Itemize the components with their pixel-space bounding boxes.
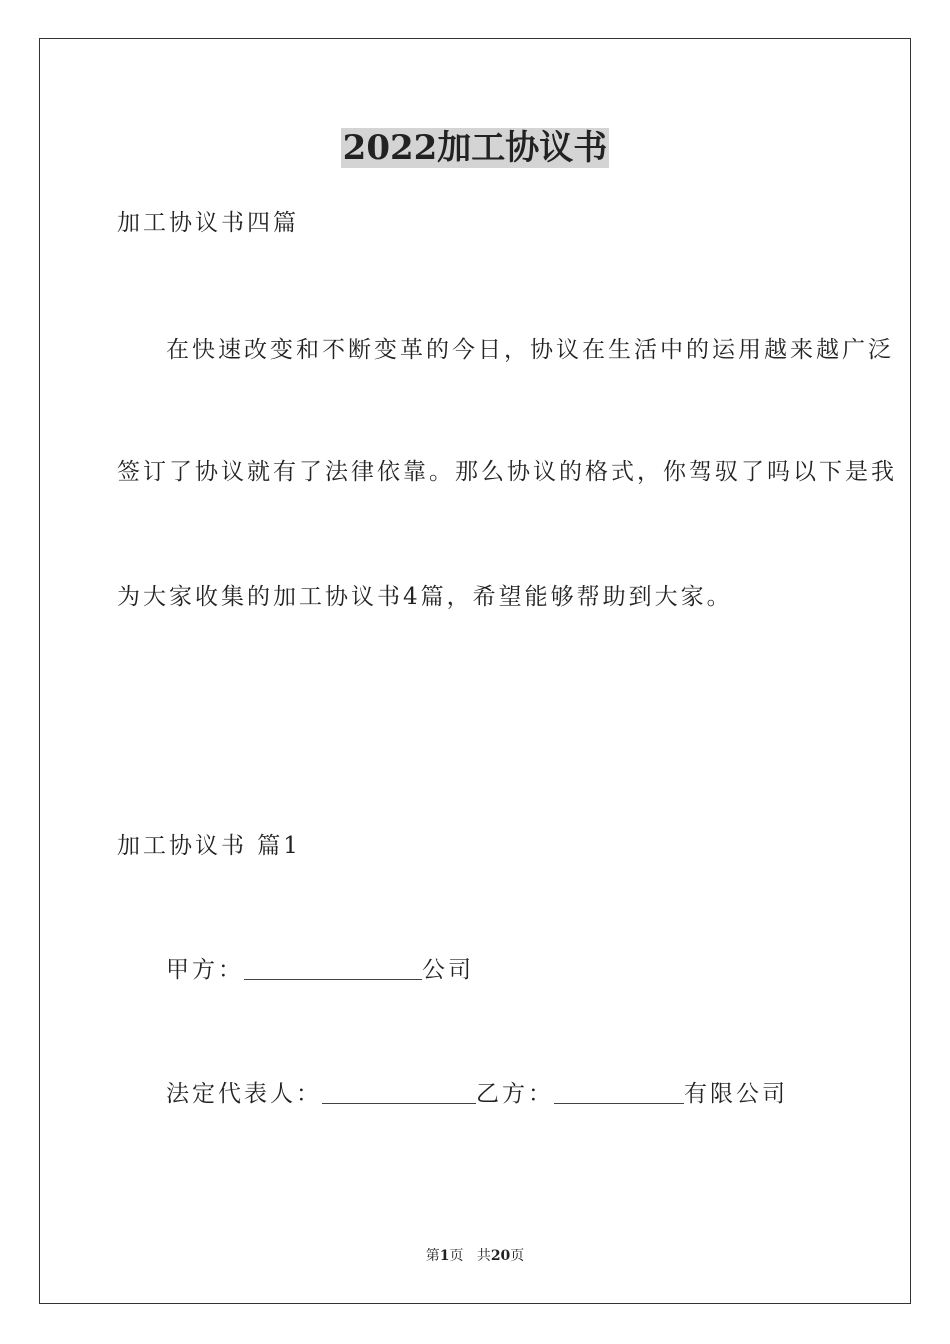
page-unit: 页 [449,1248,464,1264]
party-b-name-blank[interactable] [554,1081,684,1104]
total-prefix: 共 [476,1248,491,1264]
page-footer [0,1246,950,1266]
party-a-line [166,955,474,985]
intro-line-1: 在快速改变和不断变革的今日，协议在生活中的运用越来越广泛 [166,337,894,363]
intro-line-2: 签订了协议就有了法律依靠。那么协议的格式，你驾驭了吗以下是我 [117,459,897,485]
total-unit: 页 [510,1248,525,1264]
party-b-label: 乙方： [476,1081,554,1107]
page-number: 1 [439,1248,450,1264]
document-title [0,126,950,170]
intro-line-3: 为大家收集的加工协议书4篇，希望能够帮助到大家。 [117,584,733,610]
legal-rep-name-blank[interactable] [322,1081,476,1104]
legal-rep-line [166,1079,788,1109]
page-prefix: 第 [425,1248,440,1264]
legal-rep-label: 法定代表人： [166,1081,322,1107]
section-heading: 加工协议书 篇1 [117,833,301,859]
party-a-label: 甲方： [166,957,244,983]
document-title-text: 2022加工协议书 [342,128,608,168]
party-a-suffix: 公司 [422,957,474,983]
party-b-suffix: 有限公司 [684,1081,788,1107]
total-pages: 20 [490,1248,511,1264]
party-a-name-blank[interactable] [244,957,422,980]
document-subtitle: 加工协议书四篇 [117,210,299,236]
